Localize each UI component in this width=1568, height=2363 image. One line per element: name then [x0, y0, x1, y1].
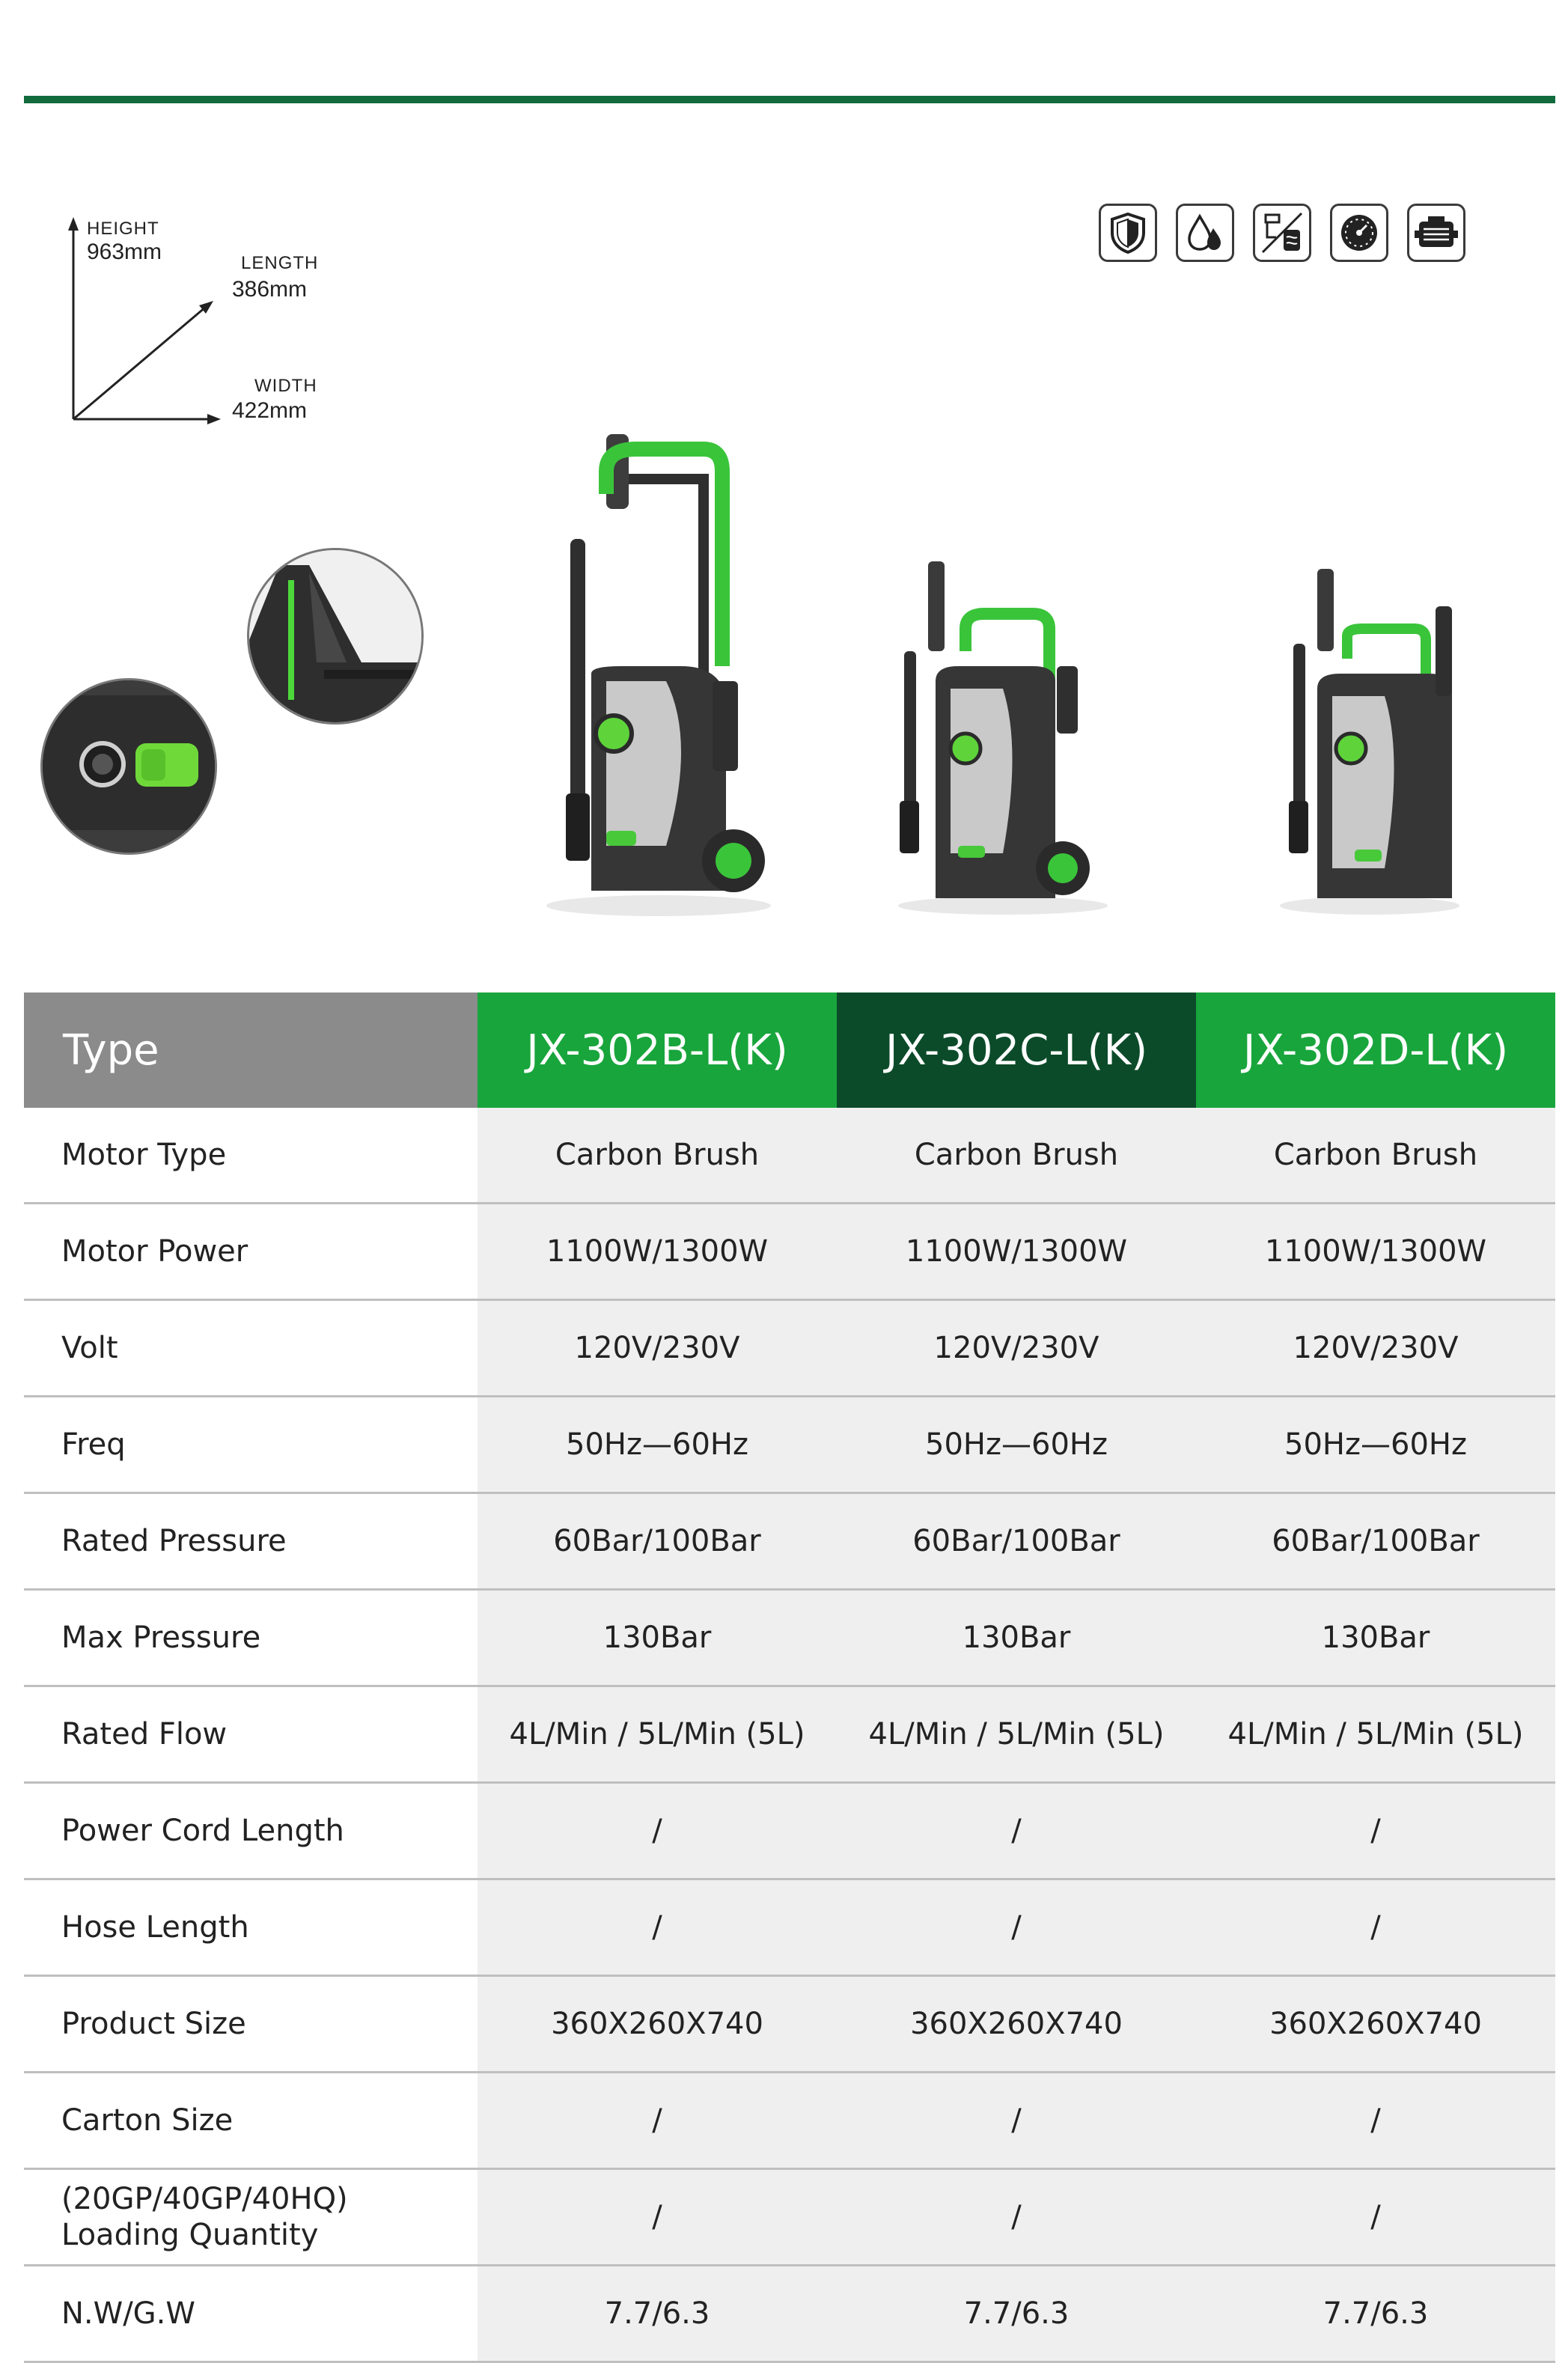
- table-row: [24, 2266, 1555, 2362]
- cell-value: 130Bar: [837, 1590, 1196, 1686]
- row-label: Hose Length: [24, 1879, 478, 1976]
- cell-value: Carbon Brush: [837, 1108, 1196, 1204]
- cell-value: 4L/Min / 5L/Min (5L): [1196, 1686, 1555, 1783]
- cell-value: 120V/230V: [478, 1300, 837, 1397]
- cell-value: /: [1196, 2073, 1555, 2169]
- cell-value: 4L/Min / 5L/Min (5L): [837, 1686, 1196, 1783]
- top-divider: [24, 96, 1555, 103]
- cell-value: /: [478, 2073, 837, 2169]
- height-label: HEIGHT: [87, 219, 159, 239]
- cell-value: /: [478, 1783, 837, 1879]
- cell-value: /: [1196, 1879, 1555, 1976]
- switch-detail-image: [40, 678, 217, 855]
- cell-value: /: [837, 1783, 1196, 1879]
- cell-value: 130Bar: [478, 1590, 837, 1686]
- cell-value: 7.7/6.3: [1196, 2266, 1555, 2362]
- shield-icon: [1099, 204, 1157, 262]
- table-header-row: [24, 993, 1555, 1108]
- row-label: Volt: [24, 1300, 478, 1397]
- cell-value: 50Hz—60Hz: [1196, 1397, 1555, 1493]
- row-label: Rated Pressure: [24, 1493, 478, 1590]
- cell-value: /: [837, 2169, 1196, 2266]
- cell-value: Carbon Brush: [1196, 1108, 1555, 1204]
- width-label: WIDTH: [254, 376, 317, 396]
- row-label: Rated Flow: [24, 1686, 478, 1783]
- product-image-jx-302b: [516, 427, 771, 921]
- cell-value: 50Hz—60Hz: [478, 1397, 837, 1493]
- type-header: Type: [24, 993, 478, 1108]
- cell-value: /: [1196, 1783, 1555, 1879]
- cell-value: 60Bar/100Bar: [837, 1493, 1196, 1590]
- water-drops-icon: [1176, 204, 1234, 262]
- cell-value: /: [837, 1879, 1196, 1976]
- table-row: [24, 2073, 1555, 2169]
- cell-value: 120V/230V: [1196, 1300, 1555, 1397]
- cell-value: 7.7/6.3: [837, 2266, 1196, 2362]
- height-value: 963mm: [87, 240, 162, 264]
- handle-detail-image: [247, 548, 424, 725]
- table-row: [24, 2169, 1555, 2266]
- row-label: N.W/G.W: [24, 2266, 478, 2362]
- table-row: [24, 1976, 1555, 2073]
- model-header-jx-302b: JX-302B-L(K): [478, 993, 837, 1108]
- cell-value: 50Hz—60Hz: [837, 1397, 1196, 1493]
- cell-value: 4L/Min / 5L/Min (5L): [478, 1686, 837, 1783]
- row-label: Motor Type: [24, 1108, 478, 1204]
- cell-value: 360X260X740: [478, 1976, 837, 2073]
- pressure-gauge-icon: [1330, 204, 1388, 262]
- model-header-jx-302c: JX-302C-L(K): [837, 993, 1196, 1108]
- table-row: [24, 1783, 1555, 1879]
- cell-value: /: [837, 2073, 1196, 2169]
- cell-value: /: [478, 1879, 837, 1976]
- product-image-jx-302d: [1265, 561, 1474, 921]
- cell-value: 120V/230V: [837, 1300, 1196, 1397]
- cell-value: 7.7/6.3: [478, 2266, 837, 2362]
- cell-value: 360X260X740: [1196, 1976, 1555, 2073]
- table-row: [24, 1590, 1555, 1686]
- table-row: [24, 1300, 1555, 1397]
- cell-value: Carbon Brush: [478, 1108, 837, 1204]
- cell-value: 360X260X740: [837, 1976, 1196, 2073]
- row-label-line1: (20GP/40GP/40HQ): [61, 2182, 348, 2216]
- row-label: [24, 2169, 478, 2266]
- table-row: [24, 1686, 1555, 1783]
- row-label: Freq: [24, 1397, 478, 1493]
- cell-value: 1100W/1300W: [837, 1204, 1196, 1300]
- table-row: [24, 1493, 1555, 1590]
- length-value: 386mm: [232, 277, 308, 302]
- cell-value: /: [1196, 2169, 1555, 2266]
- product-image-jx-302c: [883, 554, 1123, 921]
- table-row: [24, 1879, 1555, 1976]
- cell-value: 1100W/1300W: [478, 1204, 837, 1300]
- motor-icon: [1407, 204, 1465, 262]
- row-label-line2: Loading Quantity: [61, 2218, 319, 2252]
- spec-table: [24, 993, 1555, 2363]
- row-label: Power Cord Length: [24, 1783, 478, 1879]
- table-row: [24, 1204, 1555, 1300]
- dimension-diagram: [60, 210, 359, 434]
- table-row: [24, 1397, 1555, 1493]
- width-value: 422mm: [232, 398, 308, 423]
- table-row: [24, 1108, 1555, 1204]
- length-label: LENGTH: [241, 253, 319, 273]
- row-label: Max Pressure: [24, 1590, 478, 1686]
- row-label: Product Size: [24, 1976, 478, 2073]
- cell-value: 60Bar/100Bar: [478, 1493, 837, 1590]
- model-header-jx-302d: JX-302D-L(K): [1196, 993, 1555, 1108]
- cell-value: /: [478, 2169, 837, 2266]
- cell-value: 60Bar/100Bar: [1196, 1493, 1555, 1590]
- feature-icons: [1099, 204, 1465, 262]
- cell-value: 1100W/1300W: [1196, 1204, 1555, 1300]
- bottle-tank-icon: [1253, 204, 1311, 262]
- row-label: Carton Size: [24, 2073, 478, 2169]
- row-label: Motor Power: [24, 1204, 478, 1300]
- cell-value: 130Bar: [1196, 1590, 1555, 1686]
